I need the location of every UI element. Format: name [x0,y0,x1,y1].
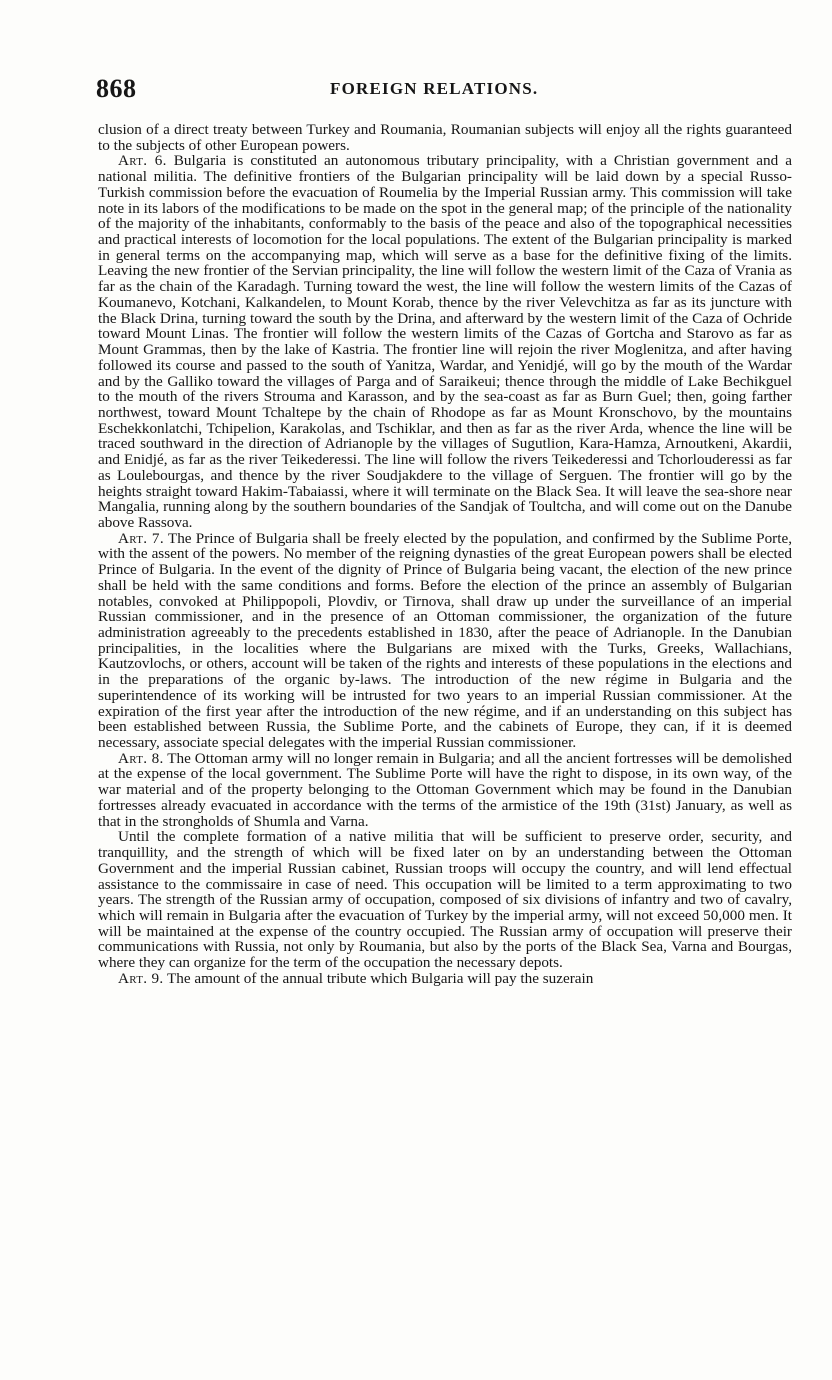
article-label: Art. 6. [118,152,167,170]
paragraph-text: clusion of a direct treaty between Turkey and Roumania, Roumanian subjects will enjoy all the rights guaranteed to the subjects of other European powers. [98,121,792,154]
paragraph-occupation [98,829,792,970]
article-label: Art. 8. [118,749,164,767]
paragraph-continuation [98,122,792,153]
body-text [98,122,792,987]
paragraph-text: The amount of the annual tribute which Bulgaria will pay the suzerain [163,969,594,987]
paragraph-text: The Ottoman army will no longer remain in Bulgaria; and all the ancient fortresses will be demolished at the expense of the local government. The Sublime Porte will have the right to dispose, in its own way, of the war material and of the property belonging to the Ottoman Government which may be found in the Danubian fortresses already evacuated in accordance with the terms of the armistice of the 19th (31st) January, as well as that in the strongholds of Shumla and Varna. [98,749,792,830]
article-label: Art. 9. [118,969,164,987]
page-header [96,74,792,106]
paragraph-article-8 [98,751,792,830]
paragraph-text: Until the complete formation of a native militia that will be sufficient to preserve order, security, and tranquillity, and the strength of which will be fixed later on by an understanding between the Ottoman Government and the imperial Russian cabinet, Russian troops will occupy the country, and will lend effectual assistance to the commissaire in case of need. This occupation will be limited to a term approximating to two years. The strength of the Russian army of occupation, composed of six divisions of infantry and two of cavalry, which will remain in Bulgaria after the evacuation of Turkey by the imperial army, will not exceed 50,000 men. It will be maintained at the expense of the country occupied. The Russian army of occupation will preserve their communications with Russia, not only by Roumania, but also by the ports of the Black Sea, Varna and Bourgas, where they can organize for the term of the occupation the necessary depots. [98,828,792,972]
paragraph-article-7 [98,531,792,751]
page-number: 868 [96,74,137,103]
running-title: FOREIGN RELATIONS. [330,79,539,98]
paragraph-text: Bulgaria is constituted an autonomous tributary principality, with a Christian government and a national militia. The definitive frontiers of the Bulgarian principality will be laid down by a special Russo-Turkish commission before the evacuation of Roumelia by the Imperial Russian army. This commission will take note in its labors of the modifications to be made on the spot in the general map; of the principle of the nationality of the majority of the inhabitants, conformably to the basis of the peace and also of the topographical necessities and practical interests of locomotion for the local populations. The extent of the Bulgarian principality is marked in general terms on the accompanying map, which will serve as a base for the definitive fixing of the limits. Leaving the new frontier of the Servian principality, the line will follow the western limit of the Caza of Vrania as far as the chain of the Karadagh. Turning toward the west, the line will follow the western limits of the Cazas of Koumanevo, Kotchani, Kalkandelen, to Mount Korab, thence by the river Velevchitza as far as its juncture with the Black Drina, turning toward the south by the Drina, and afterward by the western limit of the Caza of Ochride toward Mount Linas. The frontier will follow the western limits of the Cazas of Gortcha and Starovo as far as Mount Grammas, then by the lake of Kastria. The frontier line will rejoin the river Moglenitza, and after having followed its course and passed to the south of Yanitza, Wardar, and Yenidjé, will go by the mouth of the Wardar and by the Galliko toward the villages of Parga and of Saraikeui; thence through the middle of Lake Bechikguel to the mouth of the rivers Strouma and Karasson, and by the sea-coast as far as Burn Guel; then, going farther northwest, toward Mount Tchaltepe by the chain of Rhodope as far as Mount Kronschovo, by the mountains Eschekkonlatchi, Tchipelion, Karakolas, and Tschiklar, and then as far as the river Arda, whence the line will be traced southward in the direction of Adrianople by the villages of Sugutlion, Kara-Hamza, Arnoutkeni, Akardii, and Enidjé, as far as the river Teikederessi. The line will follow the rivers Teikederessi and Tchorlouderessi as far as Loulebourgas, and thence by the river Soudjakdere to the village of Serguen. The frontier will go by the heights straight toward Hakim-Tabaiassi, where it will terminate on the Black Sea. It will leave the sea-shore near Mangalia, running along by the southern boundaries of the Sandjak of Toultcha, and will come out on the Danube above Rassova. [98,152,792,531]
paragraph-article-9 [98,971,792,987]
article-label: Art. 7. [118,529,164,547]
paragraph-text: The Prince of Bulgaria shall be freely elected by the population, and confirmed by the Sublime Porte, with the assent of the powers. No member of the reigning dynasties of the great European powers shall be elected Prince of Bulgaria. In the event of the dignity of Prince of Bulgaria being vacant, the election of the new prince shall be held with the same conditions and forms. Before the election of the prince an assembly of Bulgarian notables, convoked at Philippopoli, Plovdiv, or Tirnova, shall draw up under the surveillance of an imperial Russian commissioner, and in the presence of an Ottoman commissioner, the organization of the future administration agreeably to the precedents established in 1830, after the peace of Adrianople. In the Danubian principalities, in the localities where the Bulgarians are mixed with the Turks, Greeks, Wallachians, Kautzovlochs, or others, account will be taken of the rights and interests of these populations in the elections and in the preparations of the organic by-laws. The introduction of the new régime in Bulgaria and the superintendence of its working will be intrusted for two years to an imperial Russian commissioner. At the expiration of the first year after the introduction of the new régime, and if an understanding on this subject has been established between Russia, the Sublime Porte, and the cabinets of Europe, they can, if it is deemed necessary, associate special delegates with the imperial Russian commissioner. [98,529,792,752]
paragraph-article-6 [98,153,792,530]
